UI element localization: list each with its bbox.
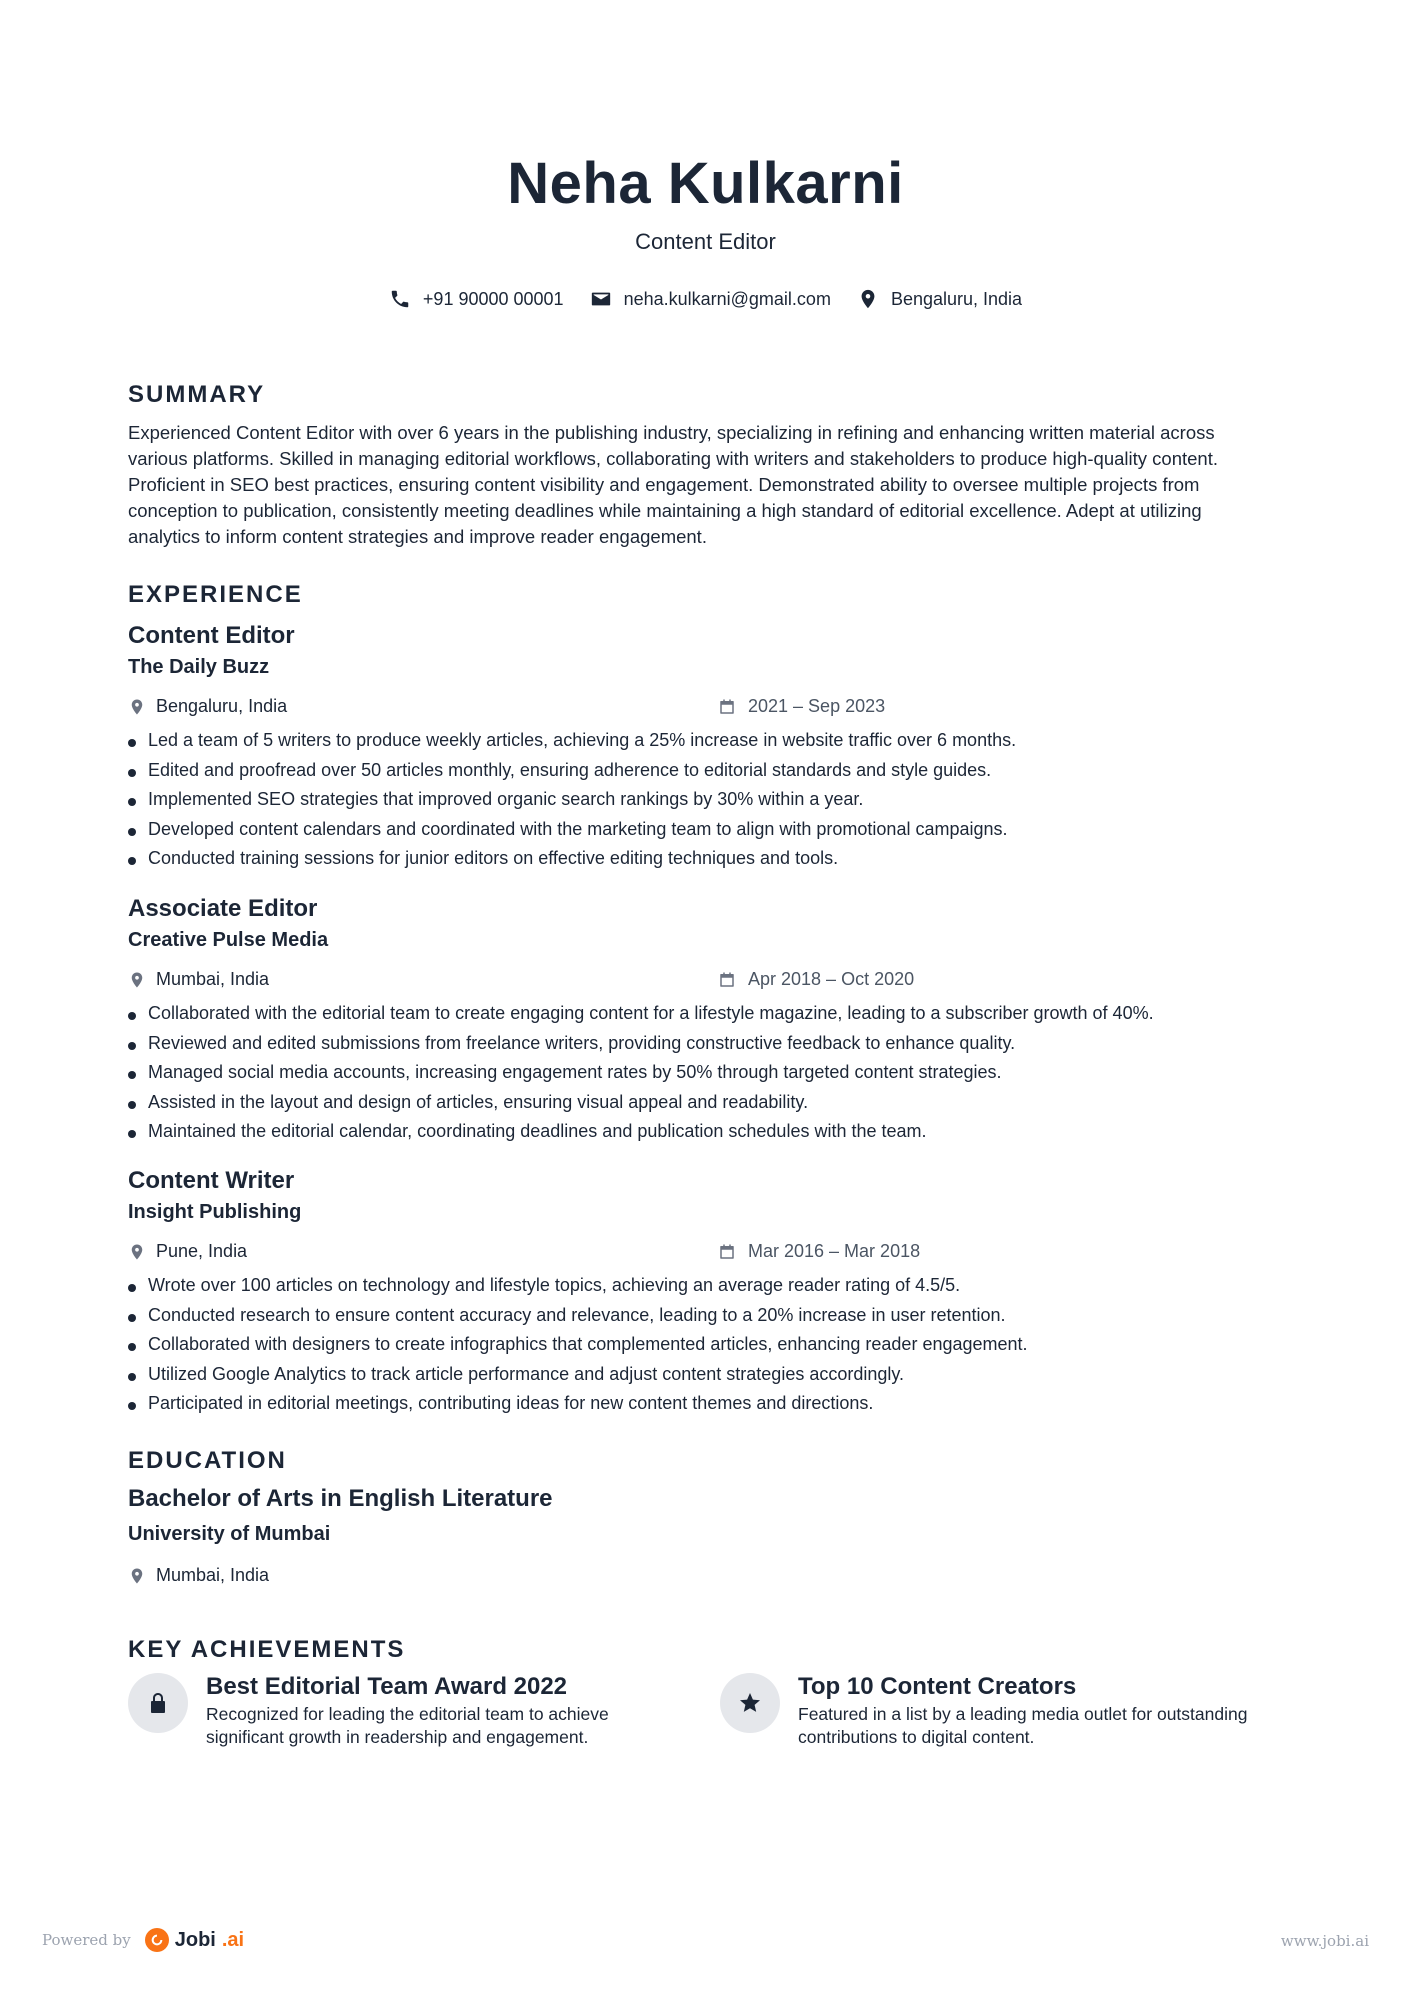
bullet-item: Participated in editorial meetings, contributing ideas for new content themes and directions.: [128, 1389, 1288, 1419]
contact-location: [857, 288, 1022, 310]
contact-email: [590, 288, 831, 310]
job-company: The Daily Buzz: [128, 656, 270, 678]
candidate-name: Neha Kulkarni: [507, 151, 904, 216]
job-location: [128, 1241, 247, 1262]
footer-website[interactable]: www.jobi.ai: [1280, 1932, 1369, 1950]
calendar-icon: [718, 698, 736, 716]
achievement-description: Featured in a list by a leading media outlet for outstanding contributions to digital content.: [798, 1704, 1248, 1747]
job-dates-text: 2021 – Sep 2023: [748, 696, 886, 716]
achievement-item: [128, 1673, 688, 1749]
phone-icon: [389, 288, 411, 310]
powered-by-text: Powered by: [42, 1931, 131, 1949]
job-location: [128, 696, 287, 717]
achievement-item: [720, 1673, 1280, 1749]
job-dates-text: Apr 2018 – Oct 2020: [748, 969, 915, 989]
location-pin-icon: [128, 1243, 146, 1261]
section-title-achievements: KEY ACHIEVEMENTS: [128, 1636, 406, 1663]
education-location-text: Mumbai, India: [156, 1565, 270, 1585]
job-title: Content Writer: [128, 1167, 295, 1194]
achievement-body: [798, 1673, 1280, 1749]
summary-text: Experienced Content Editor with over 6 years in the publishing industry, specializing in refining and enhancing written material across various platforms. Skilled in managing editorial workflows, collaborating with writers and stakeholders to produce high-quality content. Proficient in SEO best practices, ensuring content visibility and engagement. Demonstrated ability to oversee multiple projects from conception to publication, consistently meeting deadlines while maintaining a high standard of editorial excellence. Adept at utilizing analytics to inform content strategies and improve reader engagement.: [128, 422, 1218, 547]
location-pin-icon: [857, 288, 879, 310]
contact-phone: [389, 288, 564, 310]
location-pin-icon: [128, 971, 146, 989]
brand-suffix: .ai: [221, 1928, 245, 1951]
bullet-item: Collaborated with designers to create infographics that complemented articles, enhancing reader engagement.: [128, 1330, 1288, 1360]
job-company: Insight Publishing: [128, 1201, 302, 1223]
job-location-text: Mumbai, India: [156, 969, 270, 989]
job-dates-text: Mar 2016 – Mar 2018: [748, 1241, 921, 1261]
job-title: Content Editor: [128, 622, 295, 649]
brand-mark-icon: [145, 1928, 169, 1952]
job-company: Creative Pulse Media: [128, 929, 329, 951]
section-title-summary: SUMMARY: [128, 381, 266, 408]
job-location: [128, 969, 269, 990]
job-location-text: Pune, India: [156, 1241, 248, 1261]
job-bullets: [128, 1271, 1288, 1419]
job-meta: [128, 965, 1288, 999]
achievement-icon-wrap: [720, 1673, 780, 1733]
bullet-item: Reviewed and edited submissions from freelance writers, providing constructive feedback to enhance quality.: [128, 1029, 1288, 1059]
achievement-description: Recognized for leading the editorial team to achieve significant growth in readership and engagement.: [206, 1704, 609, 1747]
job-entry: [128, 1167, 1288, 1419]
brand-name: Jobi: [174, 1928, 216, 1951]
job-entry: [128, 895, 1288, 1147]
job-dates: [718, 1241, 920, 1262]
bullet-item: Assisted in the layout and design of articles, ensuring visual appeal and readability.: [128, 1088, 1288, 1118]
job-bullets: [128, 999, 1288, 1147]
job-title: Associate Editor: [128, 895, 318, 922]
achievement-icon-wrap: [128, 1673, 188, 1733]
job-dates: [718, 969, 914, 990]
bullet-item: Developed content calendars and coordinated with the marketing team to align with promotional campaigns.: [128, 815, 1288, 845]
phone-text: +91 90000 00001: [422, 288, 564, 309]
location-pin-icon: [128, 698, 146, 716]
bullet-item: Maintained the editorial calendar, coordinating deadlines and publication schedules with the team.: [128, 1117, 1288, 1147]
bullet-item: Managed social media accounts, increasing engagement rates by 50% through targeted content strategies.: [128, 1058, 1288, 1088]
section-title-experience: EXPERIENCE: [128, 581, 303, 608]
job-meta: [128, 1237, 1288, 1271]
education-degree: Bachelor of Arts in English Literature: [128, 1485, 553, 1512]
job-dates: [718, 696, 885, 717]
job-meta: [128, 692, 1288, 726]
bullet-item: Wrote over 100 articles on technology and lifestyle topics, achieving an average reader rating of 4.5/5.: [128, 1271, 1288, 1301]
job-bullets: [128, 726, 1288, 874]
education-meta: [128, 1561, 1288, 1595]
calendar-icon: [718, 971, 736, 989]
location-text: Bengaluru, India: [890, 288, 1023, 309]
education-location: [128, 1565, 269, 1586]
bullet-item: Collaborated with the editorial team to create engaging content for a lifestyle magazine, leading to a subscriber growth of 40%.: [128, 999, 1288, 1029]
education-entry: [128, 1485, 1288, 1595]
bullet-item: Utilized Google Analytics to track article performance and adjust content strategies accordingly.: [128, 1360, 1288, 1390]
footer-powered-by: [42, 1928, 244, 1952]
candidate-headline: Content Editor: [635, 229, 776, 254]
achievement-title: Best Editorial Team Award 2022: [206, 1673, 568, 1700]
star-icon: [738, 1691, 762, 1715]
bullet-item: Led a team of 5 writers to produce weekly articles, achieving a 25% increase in website traffic over 6 months.: [128, 726, 1288, 756]
location-pin-icon: [128, 1567, 146, 1585]
contact-row: [0, 288, 1411, 310]
email-text: neha.kulkarni@gmail.com: [623, 288, 831, 309]
achievement-title: Top 10 Content Creators: [798, 1673, 1077, 1700]
education-school: University of Mumbai: [128, 1523, 331, 1545]
brand-logo[interactable]: [145, 1928, 244, 1952]
section-title-education: EDUCATION: [128, 1447, 287, 1474]
envelope-icon: [590, 288, 612, 310]
calendar-icon: [718, 1243, 736, 1261]
bullet-item: Conducted training sessions for junior editors on effective editing techniques and tools.: [128, 844, 1288, 874]
lock-icon: [146, 1691, 170, 1715]
bullet-item: Implemented SEO strategies that improved organic search rankings by 30% within a year.: [128, 785, 1288, 815]
job-location-text: Bengaluru, India: [156, 696, 288, 716]
bullet-item: Conducted research to ensure content accuracy and relevance, leading to a 20% increase in user retention.: [128, 1301, 1288, 1331]
achievement-body: [206, 1673, 688, 1749]
bullet-item: Edited and proofread over 50 articles monthly, ensuring adherence to editorial standards and style guides.: [128, 756, 1288, 786]
job-entry: [128, 622, 1288, 874]
